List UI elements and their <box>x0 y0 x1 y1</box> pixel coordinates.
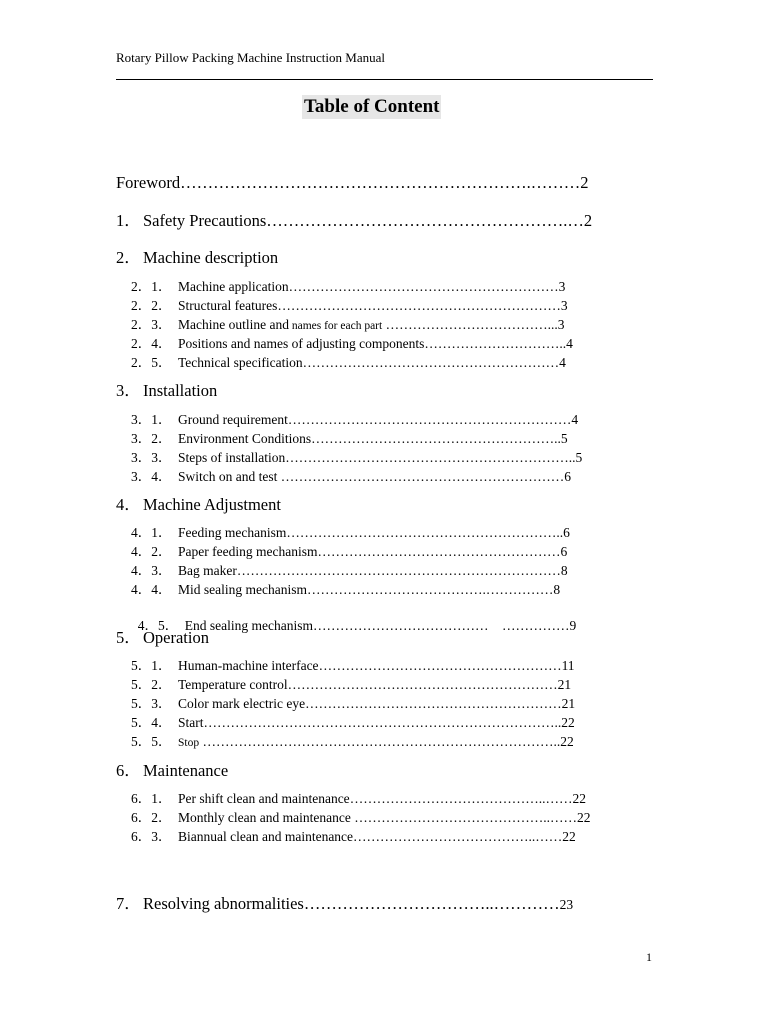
toc-entry-number: 6．2． <box>131 810 172 825</box>
toc-entry-number: 2．4． <box>131 336 172 351</box>
toc-entry-4-3[interactable] <box>116 562 656 579</box>
toc-entry-label: Maintenance <box>143 761 229 780</box>
toc-entry-label-small: names for each part <box>288 320 383 332</box>
toc-leader-dots: ……………………………………………………… <box>277 298 561 313</box>
toc-entry-number: 4．3． <box>131 563 172 578</box>
toc-entry-number: 4．2． <box>131 544 172 559</box>
toc-entry-number: 3．4． <box>131 469 172 484</box>
toc-leader-dots: ……………………………………………….… <box>266 211 584 230</box>
toc-entry-number: 4．5． <box>137 618 179 633</box>
toc-entry-number: 2．5． <box>131 355 172 370</box>
toc-entry-2-5[interactable] <box>116 354 656 371</box>
toc-leader-dots: ……………………………………………….. <box>311 431 561 446</box>
toc-entry-foreword[interactable] <box>116 173 656 193</box>
toc-leader-dots: ……………………………………………………….. <box>285 450 576 465</box>
toc-entry-5-3[interactable] <box>116 695 656 712</box>
toc-entry-number: 4．1． <box>131 525 172 540</box>
toc-page-number: 8 <box>553 582 561 597</box>
toc-page-number: 3 <box>557 317 565 332</box>
toc-section-maintenance[interactable] <box>116 761 656 781</box>
toc-entry-number: 6． <box>116 761 141 780</box>
toc-leader-dots: ………………………………………………… <box>305 696 562 711</box>
toc-entry-label: Machine Adjustment <box>143 495 281 514</box>
toc-entry-label: Per shift clean and maintenance <box>178 791 350 806</box>
toc-page-number: 22 <box>561 715 575 730</box>
toc-entry-number: 2．2． <box>131 298 172 313</box>
toc-entry-3-4[interactable] <box>116 468 656 485</box>
toc-entry-number: 3． <box>116 381 141 400</box>
toc-page-number: 9 <box>569 618 577 633</box>
toc-entry-number: 5．5． <box>131 734 172 749</box>
toc-entry-2-4[interactable] <box>116 335 656 352</box>
toc-page-number: 2 <box>583 211 593 230</box>
toc-leader-dots: …………………………………..…… <box>353 829 563 844</box>
toc-leader-dots: ………………………………………………… <box>302 355 560 370</box>
toc-entry-label: Start <box>178 715 204 730</box>
toc-entry-4-1[interactable] <box>116 524 656 541</box>
toc-entry-label: Installation <box>143 381 218 400</box>
toc-page-number: 6 <box>564 469 571 484</box>
toc-entry-label: Technical specification <box>178 355 303 370</box>
toc-entry-label: Machine application <box>178 279 289 294</box>
toc-page-number: 4 <box>566 336 573 351</box>
toc-entry-label: Structural features <box>178 298 278 313</box>
toc-page-number: 23 <box>559 897 574 912</box>
toc-entry-3-1[interactable] <box>116 411 656 428</box>
toc-entry-5-1[interactable] <box>116 657 656 674</box>
toc-leader-dots: …………………………………………………….. <box>286 525 564 540</box>
toc-leader-dots: ……………………………………………… <box>318 658 562 673</box>
toc-entry-label: Paper feeding mechanism <box>178 544 318 559</box>
toc-entry-number: 5． <box>116 628 141 647</box>
toc-leader-dots: ……………………………………………………… <box>277 469 565 484</box>
toc-entry-label: Human-machine interface <box>178 658 319 673</box>
toc-entry-label: Switch on and test <box>178 469 278 484</box>
toc-entry-number: 5．4． <box>131 715 172 730</box>
toc-page-number: 22 <box>562 829 576 844</box>
toc-page-number: 21 <box>561 696 576 711</box>
toc-entry-label: Color mark electric eye <box>178 696 306 711</box>
toc-entry-label: Foreword <box>116 173 181 192</box>
toc-entry-number: 5．2． <box>131 677 172 692</box>
running-header: Rotary Pillow Packing Machine Instruction Manual <box>116 50 385 65</box>
toc-page-number: 21 <box>557 677 572 692</box>
toc-entry-number: 6．3． <box>131 829 172 844</box>
toc-leader-dots: ……………………………………………………… <box>287 412 572 427</box>
toc-leader-dots: ……………………………………………………….……… <box>180 173 581 192</box>
toc-entry-number: 2．1． <box>131 279 172 294</box>
page-title: Table of Content <box>304 96 440 117</box>
toc-entry-number: 2． <box>116 248 141 267</box>
toc-entry-label: Resolving abnormalities <box>143 894 304 913</box>
toc-entry-label: End sealing mechanism <box>184 618 313 633</box>
toc-entry-number: 3．1． <box>131 412 172 427</box>
toc-entry-4-4[interactable] <box>116 581 656 598</box>
toc-page-number: 22 <box>560 734 574 749</box>
toc-page-number: 22 <box>576 810 591 825</box>
toc-page-number: 8 <box>560 563 568 578</box>
toc-leader-dots: ………………………………… …………… <box>312 618 570 633</box>
toc-page-number: 5 <box>560 431 568 446</box>
toc-page-number: 4 <box>559 355 566 370</box>
toc-entry-number: 5．3． <box>131 696 172 711</box>
toc-entry-label-small: Stop <box>178 737 200 749</box>
toc-entry-label: Positions and names of adjusting components <box>178 336 425 351</box>
toc-section-machine-description[interactable] <box>116 248 656 268</box>
toc-entry-label: Environment Conditions <box>178 431 312 446</box>
toc-entry-label: Bag maker <box>178 563 237 578</box>
toc-section-operation[interactable] <box>116 628 656 648</box>
toc-entry-5-4[interactable] <box>116 714 656 731</box>
toc-entry-resolving-abnormalities[interactable] <box>116 894 656 914</box>
toc-page-number: 5 <box>575 450 583 465</box>
toc-entry-3-2[interactable] <box>116 430 656 447</box>
toc-entry-3-3[interactable] <box>116 449 656 466</box>
toc-entry-safety-precautions[interactable] <box>116 211 656 231</box>
toc-entry-number: 1． <box>116 211 141 230</box>
toc-leader-dots: ……………………………………………………………… <box>236 563 561 578</box>
toc-entry-label: Safety Precautions <box>143 211 267 230</box>
toc-section-installation[interactable] <box>116 381 656 401</box>
toc-page-number: 6 <box>560 544 568 559</box>
toc-leader-dots: ……………………………………………… <box>317 544 561 559</box>
toc-entry-number: 4．4． <box>131 582 172 597</box>
toc-leader-dots: …………………………………………………… <box>287 677 558 692</box>
toc-entry-4-2[interactable] <box>116 543 656 560</box>
toc-entry-5-5[interactable] <box>116 733 656 752</box>
toc-entry-number: 3．3． <box>131 450 172 465</box>
toc-entry-number: 2．3． <box>131 317 172 332</box>
toc-page-number: 3 <box>558 279 566 294</box>
toc-section-machine-adjustment[interactable] <box>116 495 656 515</box>
toc-leader-dots: ……………………………..………… <box>303 894 560 913</box>
toc-entry-label: Steps of installation <box>178 450 286 465</box>
toc-page-number: 11 <box>561 658 575 673</box>
page-number: 1 <box>646 950 652 964</box>
toc-entry-label: Operation <box>143 628 209 647</box>
toc-entry-2-1[interactable] <box>116 278 656 295</box>
toc-entry-6-1[interactable] <box>116 790 656 807</box>
toc-entry-label: Ground requirement <box>178 412 288 427</box>
toc-leader-dots: ………………………………….…………… <box>306 582 554 597</box>
toc-entry-2-2[interactable] <box>116 297 656 314</box>
toc-leader-dots: …………………………………………………………………….. <box>203 715 562 730</box>
toc-entry-label: Temperature control <box>178 677 288 692</box>
toc-entry-label: Mid sealing mechanism <box>178 582 307 597</box>
toc-page-number: 6 <box>563 525 570 540</box>
toc-entry-number: 7． <box>116 894 141 913</box>
toc-leader-dots: …………………………………………………………………….. <box>199 734 561 749</box>
toc-entry-label: Machine outline and <box>178 317 289 332</box>
toc-page-number: 3 <box>560 298 568 313</box>
toc-entry-label: Biannual clean and maintenance <box>178 829 354 844</box>
header-divider <box>116 79 653 80</box>
toc-leader-dots: ………………………………... <box>382 317 558 332</box>
toc-entry-number: 5．1． <box>131 658 172 673</box>
toc-leader-dots: ……………………………………..…… <box>350 810 577 825</box>
toc-entry-label: Monthly clean and maintenance <box>178 810 351 825</box>
toc-page-number: 22 <box>572 791 586 806</box>
toc-entry-label: Machine description <box>143 248 279 267</box>
toc-entry-2-3[interactable] <box>116 316 656 335</box>
toc-entry-6-3[interactable] <box>116 828 656 845</box>
toc-entry-5-2[interactable] <box>116 676 656 693</box>
toc-page-number: 4 <box>571 412 579 427</box>
toc-leader-dots: …………………………………………………… <box>288 279 559 294</box>
toc-leader-dots: ………………………….. <box>424 336 567 351</box>
toc-entry-number: 3．2． <box>131 431 172 446</box>
toc-entry-number: 6．1． <box>131 791 172 806</box>
toc-page-number: 2 <box>580 173 589 192</box>
toc-entry-number: 4． <box>116 495 141 514</box>
toc-leader-dots: ……………………………………..…… <box>349 791 573 806</box>
toc-entry-6-2[interactable] <box>116 809 656 826</box>
toc-entry-label: Feeding mechanism <box>178 525 287 540</box>
